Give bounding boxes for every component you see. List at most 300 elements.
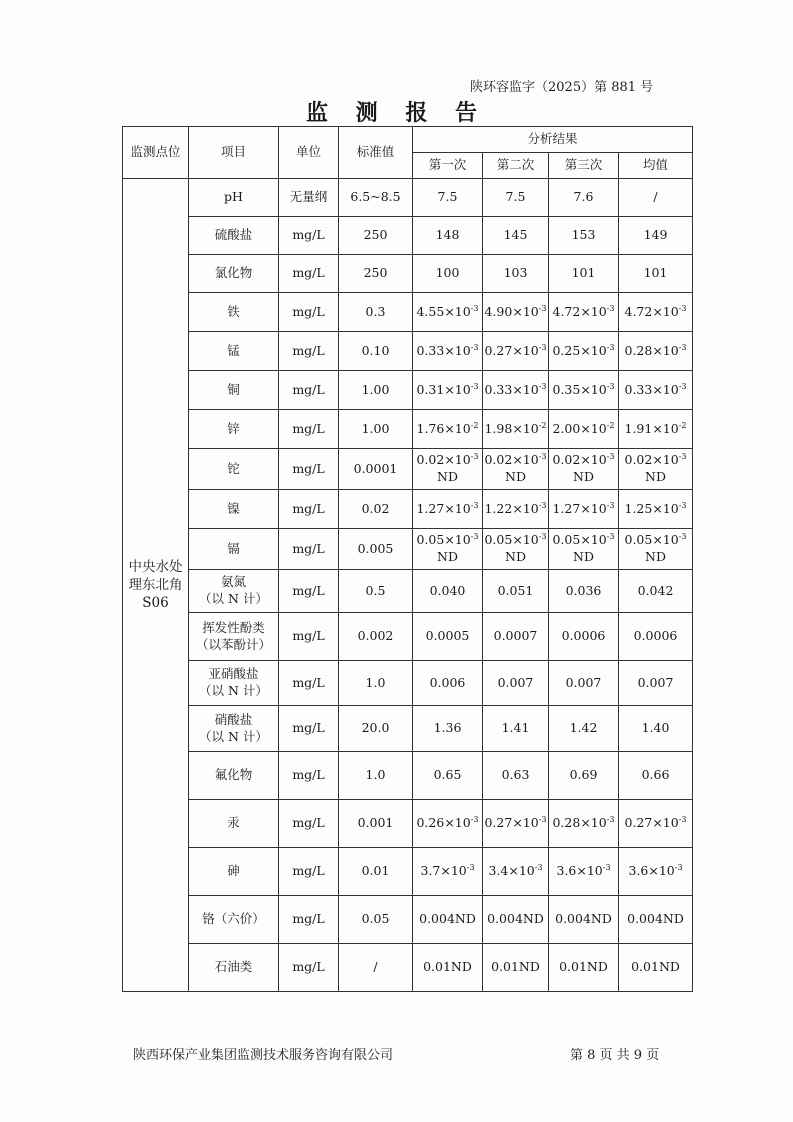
table-header-row — [123, 127, 693, 153]
item-label-line: 砷 — [227, 863, 240, 879]
value-main: 0.28×10 — [624, 342, 679, 358]
result-cell — [483, 449, 549, 490]
value-main: 7.6 — [573, 189, 594, 205]
item-cell — [189, 217, 279, 255]
result-cell — [483, 896, 549, 944]
monitoring-results-table — [122, 126, 693, 992]
value-main: 4.55×10 — [416, 303, 471, 319]
value-main: 0.02×10 — [624, 452, 679, 468]
table-row — [123, 613, 693, 661]
value-exponent: -3 — [538, 451, 547, 461]
standard-cell: 1.0 — [339, 661, 413, 706]
table-row — [123, 706, 693, 752]
value-main: 0.02×10 — [484, 452, 539, 468]
value-main: 0.33×10 — [624, 381, 679, 397]
value-main: 0.006 — [429, 674, 466, 690]
average-cell — [619, 848, 693, 896]
table-row — [123, 293, 693, 332]
value-main: 103 — [503, 265, 528, 281]
value-exponent: -3 — [678, 303, 687, 313]
value-main: 0.28×10 — [552, 815, 607, 831]
value-main: 1.27×10 — [416, 500, 471, 516]
standard-cell: 0.05 — [339, 896, 413, 944]
result-cell — [413, 944, 483, 992]
column-header-site: 监测点位 — [123, 127, 189, 179]
standard-cell: 0.3 — [339, 293, 413, 332]
value-main: 1.41 — [501, 720, 530, 736]
table-row — [123, 752, 693, 800]
table-row — [123, 848, 693, 896]
standard-cell: 0.005 — [339, 529, 413, 570]
item-cell — [189, 613, 279, 661]
value-main: 0.31×10 — [416, 381, 471, 397]
table-row — [123, 410, 693, 449]
value-exponent: -3 — [606, 342, 615, 352]
value-exponent: -3 — [470, 303, 479, 313]
result-cell — [549, 570, 619, 613]
item-label-line: 镉 — [227, 540, 240, 556]
result-cell — [483, 371, 549, 410]
standard-cell: 0.01 — [339, 848, 413, 896]
value-main: 148 — [435, 227, 460, 243]
column-header-average: 均值 — [619, 153, 693, 179]
table-row — [123, 529, 693, 570]
value-main: 0.66 — [641, 767, 670, 783]
value-exponent: -3 — [606, 303, 615, 313]
value-exponent: -3 — [470, 381, 479, 391]
value-main: 0.02×10 — [552, 452, 607, 468]
site-label-line: 理东北角 — [128, 576, 183, 593]
table-row — [123, 661, 693, 706]
table-row — [123, 217, 693, 255]
document-number: 陕环容监字（2025）第 881 号 — [470, 80, 654, 95]
value-main: 0.0007 — [493, 628, 538, 644]
table-body — [123, 179, 693, 992]
result-cell — [483, 752, 549, 800]
value-main: 1.91×10 — [624, 420, 679, 436]
value-nd-flag: ND — [437, 469, 458, 484]
column-header-unit: 单位 — [279, 127, 339, 179]
item-cell — [189, 661, 279, 706]
value-main: 7.5 — [505, 189, 526, 205]
result-cell — [549, 613, 619, 661]
column-header-results: 分析结果 — [413, 127, 693, 153]
value-exponent: -2 — [538, 420, 547, 430]
result-cell — [549, 752, 619, 800]
table-row — [123, 371, 693, 410]
item-label-line: 铊 — [227, 460, 240, 476]
value-main: 0.051 — [497, 582, 534, 598]
item-label-line: 镍 — [227, 500, 240, 516]
item-cell — [189, 490, 279, 529]
value-main: 0.27×10 — [484, 815, 539, 831]
item-label-line: 铬（六价） — [202, 911, 265, 927]
item-label-line: （以 N 计） — [199, 728, 268, 744]
result-cell — [483, 848, 549, 896]
standard-cell: 0.02 — [339, 490, 413, 529]
value-main: 0.007 — [497, 674, 534, 690]
column-header-third: 第三次 — [549, 153, 619, 179]
standard-cell: 1.0 — [339, 752, 413, 800]
value-main: 0.01ND — [423, 959, 472, 975]
item-label-line: 挥发性酚类 — [202, 619, 265, 635]
unit-cell: mg/L — [279, 490, 339, 529]
table-row — [123, 179, 693, 217]
value-main: 4.72×10 — [552, 303, 607, 319]
value-nd-flag: ND — [437, 549, 458, 564]
value-exponent: -3 — [470, 814, 479, 824]
result-cell — [413, 529, 483, 570]
value-main: 101 — [571, 265, 596, 281]
standard-cell: 0.0001 — [339, 449, 413, 490]
item-cell — [189, 706, 279, 752]
average-cell — [619, 449, 693, 490]
value-exponent: -3 — [606, 451, 615, 461]
result-cell — [549, 410, 619, 449]
result-cell — [413, 661, 483, 706]
result-cell — [413, 293, 483, 332]
result-cell — [483, 944, 549, 992]
column-header-item: 项目 — [189, 127, 279, 179]
standard-cell: 250 — [339, 217, 413, 255]
result-cell — [549, 332, 619, 371]
standard-cell: / — [339, 944, 413, 992]
unit-cell: mg/L — [279, 410, 339, 449]
value-exponent: -3 — [534, 862, 543, 872]
item-label-line: pH — [224, 189, 243, 205]
result-cell — [549, 848, 619, 896]
footer-page-info: 第 8 页 共 9 页 — [570, 1048, 660, 1063]
value-main: 4.72×10 — [624, 303, 679, 319]
value-nd-flag: ND — [505, 549, 526, 564]
table-row — [123, 896, 693, 944]
value-main: 0.33×10 — [416, 342, 471, 358]
unit-cell: mg/L — [279, 800, 339, 848]
value-main: 0.007 — [565, 674, 602, 690]
value-main: 1.36 — [433, 720, 462, 736]
result-cell — [483, 661, 549, 706]
value-nd-flag: ND — [645, 549, 666, 564]
value-main: 0.004ND — [487, 911, 544, 927]
unit-cell: mg/L — [279, 371, 339, 410]
average-cell — [619, 371, 693, 410]
value-main: 0.0005 — [425, 628, 470, 644]
value-exponent: -3 — [606, 531, 615, 541]
value-exponent: -3 — [470, 342, 479, 352]
item-label-line: 铁 — [227, 303, 240, 319]
result-cell — [413, 449, 483, 490]
result-cell — [549, 179, 619, 217]
value-main: 0.05×10 — [624, 532, 679, 548]
column-header-first: 第一次 — [413, 153, 483, 179]
item-cell — [189, 944, 279, 992]
result-cell — [549, 944, 619, 992]
site-label-line: 中央水处 — [128, 558, 183, 575]
item-cell — [189, 255, 279, 293]
unit-cell: mg/L — [279, 529, 339, 570]
result-cell — [413, 179, 483, 217]
value-exponent: -3 — [606, 500, 615, 510]
value-exponent: -3 — [606, 814, 615, 824]
value-nd-flag: ND — [505, 469, 526, 484]
average-cell — [619, 661, 693, 706]
result-cell — [413, 706, 483, 752]
result-cell — [413, 255, 483, 293]
standard-cell: 0.5 — [339, 570, 413, 613]
value-main: 0.042 — [637, 582, 674, 598]
value-main: 1.42 — [569, 720, 598, 736]
average-cell — [619, 179, 693, 217]
value-exponent: -3 — [606, 381, 615, 391]
result-cell — [549, 449, 619, 490]
result-cell — [549, 800, 619, 848]
average-cell — [619, 800, 693, 848]
result-cell — [413, 217, 483, 255]
value-main: 0.036 — [565, 582, 602, 598]
result-cell — [483, 706, 549, 752]
value-exponent: -3 — [466, 862, 475, 872]
result-cell — [413, 490, 483, 529]
unit-cell: 无量纲 — [279, 179, 339, 217]
value-exponent: -2 — [606, 420, 615, 430]
average-cell — [619, 490, 693, 529]
average-cell — [619, 332, 693, 371]
item-label-line: 硝酸盐 — [214, 711, 253, 727]
value-main: 1.76×10 — [416, 420, 471, 436]
value-exponent: -3 — [470, 500, 479, 510]
unit-cell: mg/L — [279, 752, 339, 800]
average-cell — [619, 613, 693, 661]
site-label-line: S06 — [142, 595, 169, 612]
value-main: 1.25×10 — [624, 500, 679, 516]
value-main: 0.27×10 — [484, 342, 539, 358]
item-label-line: 氯化物 — [214, 265, 253, 281]
result-cell — [483, 613, 549, 661]
value-main: 100 — [435, 265, 460, 281]
value-main: 0.007 — [637, 674, 674, 690]
item-label-line: （以 N 计） — [199, 683, 268, 698]
column-header-standard: 标准值 — [339, 127, 413, 179]
unit-cell: mg/L — [279, 570, 339, 613]
standard-cell: 0.002 — [339, 613, 413, 661]
table-row — [123, 332, 693, 371]
standard-cell: 1.00 — [339, 371, 413, 410]
result-cell — [413, 410, 483, 449]
item-cell — [189, 570, 279, 613]
result-cell — [483, 217, 549, 255]
value-main: 0.05×10 — [416, 532, 471, 548]
unit-cell: mg/L — [279, 896, 339, 944]
value-exponent: -3 — [678, 381, 687, 391]
value-exponent: -3 — [538, 500, 547, 510]
value-main: 0.02×10 — [416, 452, 471, 468]
result-cell — [549, 255, 619, 293]
value-exponent: -3 — [678, 531, 687, 541]
item-cell — [189, 179, 279, 217]
item-label-line: 锌 — [227, 420, 240, 436]
item-label-line: 氟化物 — [214, 767, 253, 783]
value-exponent: -3 — [470, 451, 479, 461]
standard-cell: 1.00 — [339, 410, 413, 449]
value-main: 7.5 — [437, 189, 458, 205]
average-cell — [619, 255, 693, 293]
table-row — [123, 255, 693, 293]
item-label-line: 氨氮 — [220, 574, 246, 590]
item-label-line: 锰 — [227, 342, 240, 358]
site-cell — [123, 179, 189, 992]
value-nd-flag: ND — [645, 469, 666, 484]
value-main: 0.004ND — [419, 911, 476, 927]
average-cell — [619, 706, 693, 752]
average-cell — [619, 410, 693, 449]
unit-cell: mg/L — [279, 661, 339, 706]
value-exponent: -3 — [602, 862, 611, 872]
value-main: 0.63 — [501, 767, 530, 783]
value-exponent: -3 — [674, 862, 683, 872]
unit-cell: mg/L — [279, 449, 339, 490]
result-cell — [549, 293, 619, 332]
value-main: 0.33×10 — [484, 381, 539, 397]
value-main: 0.05×10 — [484, 532, 539, 548]
value-main: 3.4×10 — [488, 863, 535, 879]
standard-cell: 20.0 — [339, 706, 413, 752]
value-nd-flag: ND — [573, 469, 594, 484]
result-cell — [549, 661, 619, 706]
unit-cell: mg/L — [279, 293, 339, 332]
value-main: 153 — [571, 227, 596, 243]
item-cell — [189, 332, 279, 371]
value-main: 0.0006 — [633, 628, 678, 644]
value-main: 0.65 — [433, 767, 462, 783]
value-main: 0.26×10 — [416, 815, 471, 831]
value-main: 0.01ND — [491, 959, 540, 975]
value-main: 1.22×10 — [484, 500, 539, 516]
value-main: 0.004ND — [627, 911, 684, 927]
value-main: 2.00×10 — [552, 420, 607, 436]
table-row — [123, 944, 693, 992]
result-cell — [549, 490, 619, 529]
value-main: 1.40 — [641, 720, 670, 736]
result-cell — [483, 529, 549, 570]
value-main: 1.98×10 — [484, 420, 539, 436]
item-label-line: 铜 — [227, 381, 240, 397]
result-cell — [483, 490, 549, 529]
value-main: 1.27×10 — [552, 500, 607, 516]
result-cell — [483, 570, 549, 613]
item-label-line: （以苯酚计） — [195, 636, 271, 652]
average-cell — [619, 752, 693, 800]
report-title: 监 测 报 告 — [306, 100, 487, 126]
value-main: 145 — [503, 227, 528, 243]
average-cell — [619, 217, 693, 255]
result-cell — [549, 896, 619, 944]
value-main: 0.004ND — [555, 911, 612, 927]
value-exponent: -3 — [678, 814, 687, 824]
result-cell — [483, 410, 549, 449]
value-main: 101 — [643, 265, 668, 281]
value-exponent: -3 — [678, 451, 687, 461]
table-row — [123, 490, 693, 529]
unit-cell: mg/L — [279, 332, 339, 371]
item-label-line: 硫酸盐 — [214, 227, 253, 243]
result-cell — [483, 293, 549, 332]
result-cell — [413, 800, 483, 848]
value-main: 3.6×10 — [556, 863, 603, 879]
value-main: 4.90×10 — [484, 303, 539, 319]
result-cell — [549, 706, 619, 752]
average-cell — [619, 896, 693, 944]
value-exponent: -3 — [538, 342, 547, 352]
result-cell — [483, 800, 549, 848]
value-main: / — [653, 189, 658, 205]
standard-cell: 250 — [339, 255, 413, 293]
value-main: 0.69 — [569, 767, 598, 783]
value-main: 3.7×10 — [420, 863, 467, 879]
result-cell — [413, 371, 483, 410]
unit-cell: mg/L — [279, 848, 339, 896]
item-label-line: 石油类 — [214, 959, 253, 975]
standard-cell: 0.10 — [339, 332, 413, 371]
value-main: 149 — [643, 227, 668, 243]
result-cell — [413, 332, 483, 371]
result-cell — [549, 529, 619, 570]
average-cell — [619, 570, 693, 613]
item-label-line: 汞 — [227, 815, 240, 831]
item-cell — [189, 800, 279, 848]
result-cell — [483, 332, 549, 371]
result-cell — [413, 848, 483, 896]
item-cell — [189, 896, 279, 944]
value-main: 0.040 — [429, 582, 466, 598]
value-exponent: -2 — [678, 420, 687, 430]
value-main: 0.01ND — [559, 959, 608, 975]
item-cell — [189, 449, 279, 490]
value-main: 3.6×10 — [628, 863, 675, 879]
average-cell — [619, 293, 693, 332]
result-cell — [413, 896, 483, 944]
standard-cell: 0.001 — [339, 800, 413, 848]
value-exponent: -3 — [678, 342, 687, 352]
result-cell — [413, 570, 483, 613]
value-exponent: -3 — [470, 531, 479, 541]
footer-company: 陕西环保产业集团监测技术服务咨询有限公司 — [133, 1048, 394, 1063]
value-main: 0.0006 — [561, 628, 606, 644]
unit-cell: mg/L — [279, 613, 339, 661]
column-header-second: 第二次 — [483, 153, 549, 179]
table-row — [123, 800, 693, 848]
item-cell — [189, 752, 279, 800]
table-row — [123, 449, 693, 490]
result-cell — [413, 752, 483, 800]
item-cell — [189, 529, 279, 570]
value-exponent: -3 — [538, 814, 547, 824]
unit-cell: mg/L — [279, 255, 339, 293]
table-row — [123, 570, 693, 613]
value-exponent: -3 — [678, 500, 687, 510]
unit-cell: mg/L — [279, 706, 339, 752]
value-main: 0.35×10 — [552, 381, 607, 397]
value-exponent: -2 — [470, 420, 479, 430]
value-main: 0.25×10 — [552, 342, 607, 358]
result-cell — [549, 217, 619, 255]
item-cell — [189, 848, 279, 896]
value-exponent: -3 — [538, 303, 547, 313]
result-cell — [549, 371, 619, 410]
value-main: 0.05×10 — [552, 532, 607, 548]
value-exponent: -3 — [538, 531, 547, 541]
standard-cell: 6.5~8.5 — [339, 179, 413, 217]
item-label-line: 亚硝酸盐 — [208, 666, 259, 682]
